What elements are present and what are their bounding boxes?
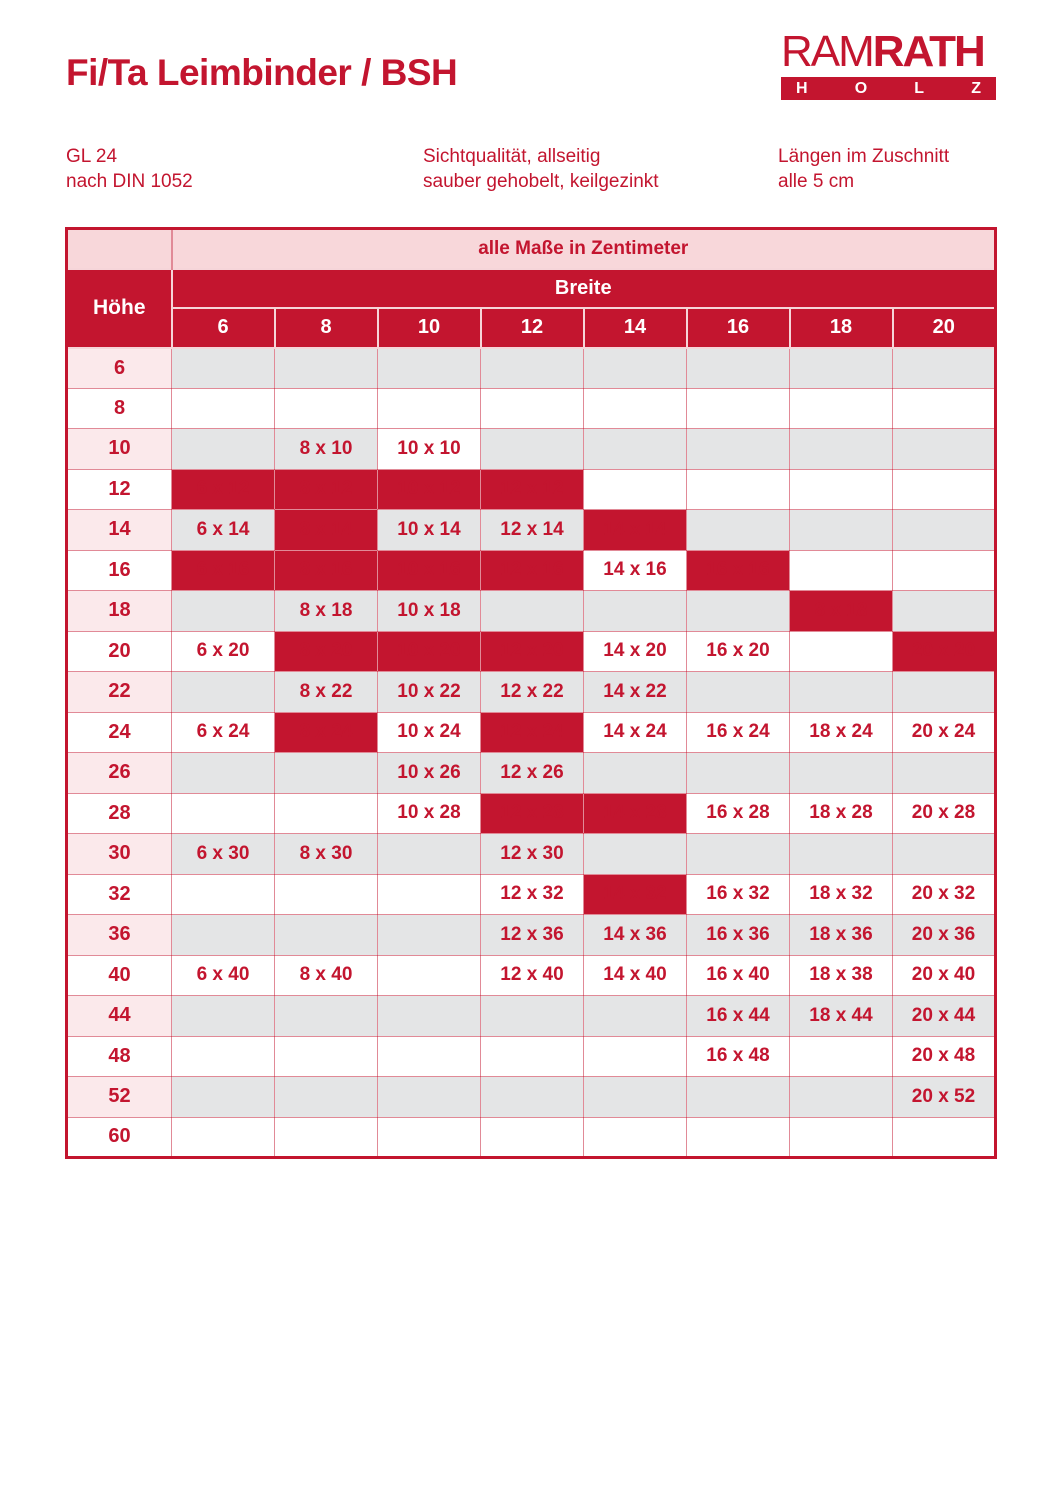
- empty-cell: [275, 793, 378, 834]
- table-row-16: [67, 550, 996, 591]
- row-header-36: 36: [67, 915, 172, 956]
- table-corner-cell: [67, 229, 172, 269]
- column-header-16: 16: [687, 308, 790, 348]
- empty-cell: [584, 429, 687, 470]
- info-lengths: [778, 144, 949, 194]
- empty-cell: [790, 388, 893, 429]
- row-header-40: 40: [67, 955, 172, 996]
- size-cell-14x16: 14 x 16: [584, 550, 687, 591]
- table-row-6: [67, 348, 996, 389]
- size-cell-6x24: 6 x 24: [172, 712, 275, 753]
- empty-cell: [790, 753, 893, 794]
- empty-cell: [378, 874, 481, 915]
- size-cell-16x48: 16 x 48: [687, 1036, 790, 1077]
- size-cell-10x12: 10 x 12: [378, 469, 481, 510]
- empty-cell: [275, 874, 378, 915]
- table-row-22: [67, 672, 996, 713]
- size-cell-10x22: 10 x 22: [378, 672, 481, 713]
- ramrath-logo: [781, 27, 996, 100]
- size-cell-14x36: 14 x 36: [584, 915, 687, 956]
- size-cell-16x32: 16 x 32: [687, 874, 790, 915]
- empty-cell: [481, 348, 584, 389]
- table-row-48: [67, 1036, 996, 1077]
- empty-cell: [584, 753, 687, 794]
- column-header-8: 8: [275, 308, 378, 348]
- size-cell-14x20: 14 x 20: [584, 631, 687, 672]
- empty-cell: [172, 1117, 275, 1158]
- size-cell-16x28: 16 x 28: [687, 793, 790, 834]
- column-header-20: 20: [893, 308, 996, 348]
- info-grade: [66, 144, 193, 194]
- logo-wordmark: [781, 27, 996, 76]
- empty-cell: [172, 672, 275, 713]
- empty-cell: [893, 348, 996, 389]
- empty-cell: [893, 591, 996, 632]
- size-cell-8x18: 8 x 18: [790, 591, 893, 632]
- size-cell-6x40: 6 x 40: [172, 955, 275, 996]
- size-cell-16x16: 16 x 16: [687, 550, 790, 591]
- info-lengths-line2: alle 5 cm: [778, 171, 855, 192]
- empty-cell: [584, 1117, 687, 1158]
- table-row-14: [67, 510, 996, 551]
- logo-letter: O: [854, 79, 868, 97]
- empty-cell: [687, 388, 790, 429]
- size-cell-10x20: 10 x 20: [378, 631, 481, 672]
- size-cell-12x36: 12 x 36: [481, 915, 584, 956]
- size-cell-10x14: 10 x 14: [378, 510, 481, 551]
- table-row-18: [67, 591, 996, 632]
- empty-cell: [584, 388, 687, 429]
- empty-cell: [790, 1077, 893, 1118]
- empty-cell: [172, 388, 275, 429]
- size-cell-18x28: 18 x 28: [790, 793, 893, 834]
- empty-cell: [172, 348, 275, 389]
- empty-cell: [584, 348, 687, 389]
- size-cell-8x14: 8 x 14: [275, 510, 378, 551]
- empty-cell: [275, 388, 378, 429]
- empty-cell: [584, 1036, 687, 1077]
- table-row-60: [67, 1117, 996, 1158]
- row-header-6: 6: [67, 348, 172, 389]
- empty-cell: [584, 591, 687, 632]
- column-header-14: 14: [584, 308, 687, 348]
- table-row-30: [67, 834, 996, 875]
- empty-cell: [790, 1117, 893, 1158]
- row-header-60: 60: [67, 1117, 172, 1158]
- empty-cell: [172, 429, 275, 470]
- table-row-28: [67, 793, 996, 834]
- table-row-32: [67, 874, 996, 915]
- row-header-20: 20: [67, 631, 172, 672]
- row-header-14: 14: [67, 510, 172, 551]
- size-cell-20x20: 20 x 20: [893, 631, 996, 672]
- empty-cell: [172, 1077, 275, 1118]
- empty-cell: [687, 469, 790, 510]
- size-cell-12x16: 12 x 16: [481, 550, 584, 591]
- empty-cell: [378, 348, 481, 389]
- size-cell-20x24: 20 x 24: [893, 712, 996, 753]
- size-cell-12x32: 12 x 32: [481, 874, 584, 915]
- empty-cell: [687, 1117, 790, 1158]
- info-grade-line2: nach DIN 1052: [66, 171, 193, 192]
- table-row-8: [67, 388, 996, 429]
- size-cell-12x12: 12 x 12: [481, 469, 584, 510]
- empty-cell: [687, 348, 790, 389]
- column-header-10: 10: [378, 308, 481, 348]
- logo-wordmark-ram: RAM: [781, 27, 873, 76]
- empty-cell: [172, 591, 275, 632]
- empty-cell: [481, 1036, 584, 1077]
- empty-cell: [790, 429, 893, 470]
- empty-cell: [481, 1077, 584, 1118]
- logo-letter: H: [796, 79, 808, 97]
- empty-cell: [172, 753, 275, 794]
- empty-cell: [481, 429, 584, 470]
- size-cell-14x32: 14 x 32: [584, 874, 687, 915]
- size-cell-20x36: 20 x 36: [893, 915, 996, 956]
- empty-cell: [687, 591, 790, 632]
- size-cell-6x16: 6 x 16: [172, 550, 275, 591]
- size-cell-10x10: 10 x 10: [378, 429, 481, 470]
- empty-cell: [790, 348, 893, 389]
- size-cell-14x24: 14 x 24: [584, 712, 687, 753]
- size-cell-10x28: 10 x 28: [378, 793, 481, 834]
- size-cell-8x30: 8 x 30: [275, 834, 378, 875]
- empty-cell: [584, 469, 687, 510]
- size-cell-20x44: 20 x 44: [893, 996, 996, 1037]
- empty-cell: [275, 1077, 378, 1118]
- hoehe-header: Höhe: [67, 269, 172, 348]
- row-header-12: 12: [67, 469, 172, 510]
- empty-cell: [893, 1117, 996, 1158]
- size-cell-16x20: 16 x 20: [687, 631, 790, 672]
- size-cell-18x36: 18 x 36: [790, 915, 893, 956]
- empty-cell: [790, 1036, 893, 1077]
- empty-cell: [378, 915, 481, 956]
- size-cell-12x28: 12 x 28: [481, 793, 584, 834]
- row-header-10: 10: [67, 429, 172, 470]
- size-cell-14x22: 14 x 22: [584, 672, 687, 713]
- empty-cell: [481, 591, 584, 632]
- column-header-6: 6: [172, 308, 275, 348]
- breite-header: Breite: [172, 269, 996, 308]
- empty-cell: [790, 469, 893, 510]
- size-cell-8x22: 8 x 22: [275, 672, 378, 713]
- size-cell-16x44: 16 x 44: [687, 996, 790, 1037]
- info-grade-line1: GL 24: [66, 146, 118, 167]
- empty-cell: [893, 834, 996, 875]
- info-quality-line2: sauber gehobelt, keilgezinkt: [423, 171, 659, 192]
- empty-cell: [584, 1077, 687, 1118]
- table-row-44: [67, 996, 996, 1037]
- size-cell-16x24: 16 x 24: [687, 712, 790, 753]
- size-cell-10x24: 10 x 24: [378, 712, 481, 753]
- size-cell-12x24: 12 x 24: [481, 712, 584, 753]
- empty-cell: [790, 672, 893, 713]
- empty-cell: [481, 388, 584, 429]
- size-cell-16x40: 16 x 40: [687, 955, 790, 996]
- table-row-36: [67, 915, 996, 956]
- row-header-44: 44: [67, 996, 172, 1037]
- size-cell-8x20: 8 x 20: [275, 631, 378, 672]
- row-header-16: 16: [67, 550, 172, 591]
- info-quality: [423, 144, 659, 194]
- empty-cell: [584, 996, 687, 1037]
- empty-cell: [481, 996, 584, 1037]
- column-numbers-row: [67, 308, 996, 348]
- info-lengths-line1: Längen im Zuschnitt: [778, 146, 950, 167]
- empty-cell: [172, 1036, 275, 1077]
- size-cell-18x38: 18 x 38: [790, 955, 893, 996]
- size-cell-10x16: 10 x 16: [378, 550, 481, 591]
- row-header-32: 32: [67, 874, 172, 915]
- size-cell-20x40: 20 x 40: [893, 955, 996, 996]
- size-cell-12x30: 12 x 30: [481, 834, 584, 875]
- empty-cell: [893, 510, 996, 551]
- size-cell-6x14: 6 x 14: [172, 510, 275, 551]
- row-header-52: 52: [67, 1077, 172, 1118]
- table-row-10: [67, 429, 996, 470]
- row-header-30: 30: [67, 834, 172, 875]
- empty-cell: [378, 1117, 481, 1158]
- page-title: Fi/Ta Leimbinder / BSH: [66, 52, 458, 93]
- size-cell-6x20: 6 x 20: [172, 631, 275, 672]
- size-cell-18x32: 18 x 32: [790, 874, 893, 915]
- empty-cell: [687, 753, 790, 794]
- table-caption-row: [67, 229, 996, 269]
- empty-cell: [275, 915, 378, 956]
- empty-cell: [378, 1036, 481, 1077]
- column-header-18: 18: [790, 308, 893, 348]
- row-header-48: 48: [67, 1036, 172, 1077]
- row-header-18: 18: [67, 591, 172, 632]
- table-row-12: [67, 469, 996, 510]
- size-cell-12x14: 12 x 14: [481, 510, 584, 551]
- size-cell-8x10: 8 x 10: [275, 429, 378, 470]
- size-cell-12x22: 12 x 22: [481, 672, 584, 713]
- size-cell-20x32: 20 x 32: [893, 874, 996, 915]
- info-quality-line1: Sichtqualität, allseitig: [423, 146, 601, 167]
- size-cell-10x26: 10 x 26: [378, 753, 481, 794]
- size-cell-14x40: 14 x 40: [584, 955, 687, 996]
- empty-cell: [172, 793, 275, 834]
- empty-cell: [893, 388, 996, 429]
- empty-cell: [790, 631, 893, 672]
- size-cell-10x18: 10 x 18: [378, 591, 481, 632]
- empty-cell: [687, 510, 790, 551]
- empty-cell: [584, 834, 687, 875]
- empty-cell: [893, 550, 996, 591]
- empty-cell: [481, 1117, 584, 1158]
- empty-cell: [172, 915, 275, 956]
- logo-letter: Z: [971, 79, 981, 97]
- size-table: [65, 227, 997, 1159]
- empty-cell: [687, 1077, 790, 1118]
- size-cell-20x28: 20 x 28: [893, 793, 996, 834]
- empty-cell: [275, 996, 378, 1037]
- empty-cell: [172, 874, 275, 915]
- size-cell-20x48: 20 x 48: [893, 1036, 996, 1077]
- table-caption: alle Maße in Zentimeter: [172, 229, 996, 269]
- size-cell-6x12: 6 x 12: [172, 469, 275, 510]
- size-cell-16x36: 16 x 36: [687, 915, 790, 956]
- size-cell-8x12: 8 x 12: [275, 469, 378, 510]
- size-cell-6x30: 6 x 30: [172, 834, 275, 875]
- size-cell-20x52: 20 x 52: [893, 1077, 996, 1118]
- empty-cell: [893, 429, 996, 470]
- empty-cell: [378, 955, 481, 996]
- empty-cell: [275, 348, 378, 389]
- size-cell-18x44: 18 x 44: [790, 996, 893, 1037]
- row-header-22: 22: [67, 672, 172, 713]
- logo-wordmark-rath: RATH: [872, 27, 984, 76]
- table-row-24: [67, 712, 996, 753]
- size-cell-14x14: 14 x 14: [584, 510, 687, 551]
- empty-cell: [790, 510, 893, 551]
- row-header-8: 8: [67, 388, 172, 429]
- empty-cell: [275, 1117, 378, 1158]
- size-cell-12x20: 12 x 20: [481, 631, 584, 672]
- column-header-12: 12: [481, 308, 584, 348]
- size-cell-8x40: 8 x 40: [275, 955, 378, 996]
- empty-cell: [378, 996, 481, 1037]
- empty-cell: [790, 834, 893, 875]
- empty-cell: [172, 996, 275, 1037]
- empty-cell: [893, 672, 996, 713]
- size-cell-8x16: 8 x 16: [275, 550, 378, 591]
- size-cell-12x40: 12 x 40: [481, 955, 584, 996]
- empty-cell: [893, 469, 996, 510]
- empty-cell: [275, 1036, 378, 1077]
- empty-cell: [378, 388, 481, 429]
- empty-cell: [378, 1077, 481, 1118]
- empty-cell: [687, 429, 790, 470]
- table-row-52: [67, 1077, 996, 1118]
- table-row-40: [67, 955, 996, 996]
- size-cell-8x24: 8 x 24: [275, 712, 378, 753]
- empty-cell: [687, 834, 790, 875]
- empty-cell: [893, 753, 996, 794]
- row-header-24: 24: [67, 712, 172, 753]
- empty-cell: [275, 753, 378, 794]
- logo-letter: L: [914, 79, 925, 97]
- empty-cell: [790, 550, 893, 591]
- logo-holz-banner: [781, 77, 996, 100]
- size-cell-12x26: 12 x 26: [481, 753, 584, 794]
- row-header-26: 26: [67, 753, 172, 794]
- size-cell-18x24: 18 x 24: [790, 712, 893, 753]
- size-cell-14x28: 14 x 28: [584, 793, 687, 834]
- empty-cell: [378, 834, 481, 875]
- table-row-20: [67, 631, 996, 672]
- table-row-26: [67, 753, 996, 794]
- size-cell-8x18: 8 x 18: [275, 591, 378, 632]
- row-header-28: 28: [67, 793, 172, 834]
- table-group-header-row: [67, 269, 996, 308]
- empty-cell: [687, 672, 790, 713]
